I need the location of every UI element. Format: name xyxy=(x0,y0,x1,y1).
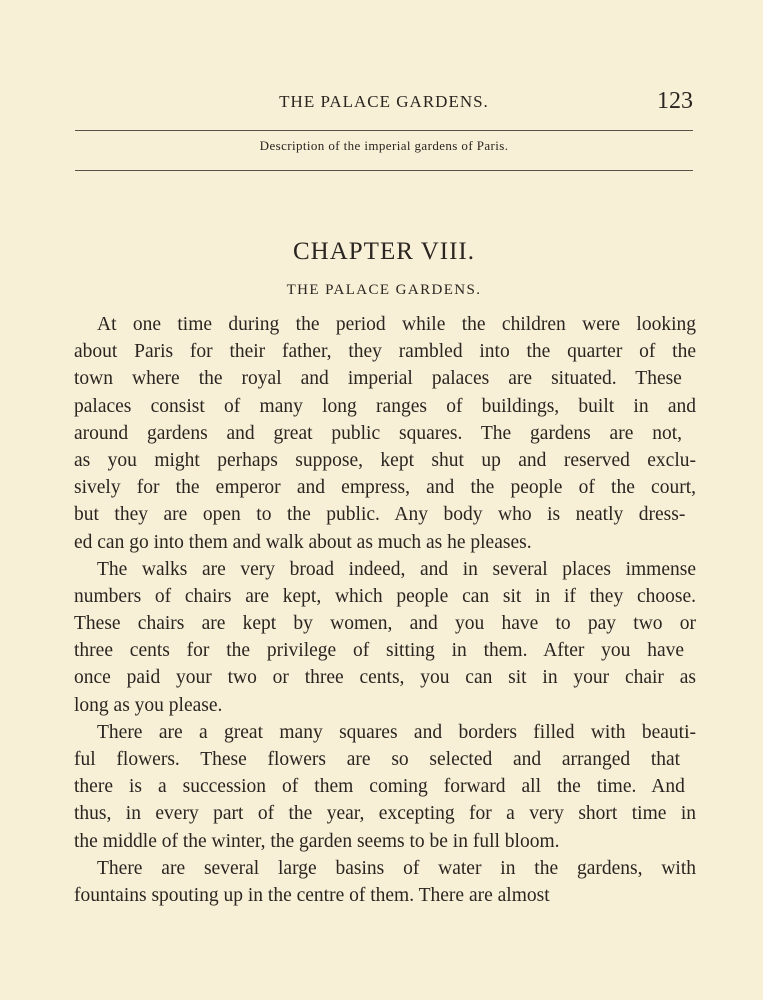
running-title: THE PALACE GARDENS. xyxy=(279,92,489,111)
text-line: there is a succession of them coming forward all the time. And xyxy=(74,776,685,798)
text-line: ful flowers. These flowers are so selected and arranged that xyxy=(74,749,681,770)
text-line: once paid your two or three cents, you can sit in your chair as xyxy=(74,667,696,689)
text-line: but they are open to the public. Any body who is neatly dress- xyxy=(74,504,686,526)
text-line: These chairs are kept by women, and you have to pay two or xyxy=(74,613,696,635)
text-line: At one time during the period while the children were looking xyxy=(97,314,696,335)
page-description: Description of the imperial gardens of Paris. xyxy=(259,138,509,153)
text-line: palaces consist of many long ranges of buildings, built in and xyxy=(74,395,696,417)
text-line: long as you please. xyxy=(74,694,223,716)
text-line: as you might perhaps suppose, kept shut up and reserved exclu- xyxy=(74,449,696,471)
text-line: town where the royal and imperial palaces are situated. These xyxy=(74,368,682,390)
chapter-subtitle: THE PALACE GARDENS. xyxy=(286,282,482,298)
chapter-title: CHAPTER VIII. xyxy=(293,238,475,265)
text-line: about Paris for their father, they rambled into the quarter of the xyxy=(74,341,696,363)
top-rule xyxy=(75,130,693,131)
text-line: The walks are very broad indeed, and in several places immense xyxy=(97,558,696,580)
page-number: 123 xyxy=(657,88,693,114)
text-line: the middle of the winter, the garden seems to be in full bloom. xyxy=(74,830,560,852)
text-line: three cents for the privilege of sitting in them. After you have xyxy=(74,640,685,662)
bottom-rule xyxy=(75,170,693,171)
text-line: around gardens and great public squares. The gardens are not, xyxy=(74,422,683,444)
text-line: There are several large basins of water in the gardens, with xyxy=(97,857,696,879)
text-line: numbers of chairs are kept, which people can sit in if they choose. xyxy=(74,585,696,607)
text-line: sively for the emperor and empress, and the people of the court, xyxy=(74,477,696,499)
body-text xyxy=(74,311,696,909)
running-head xyxy=(75,88,693,118)
text-line: There are a great many squares and borders filled with beauti- xyxy=(97,721,696,743)
text-line: thus, in every part of the year, excepting for a very short time in xyxy=(74,803,696,825)
text-line: fountains spouting up in the centre of them. There are almost xyxy=(74,884,550,906)
text-line: ed can go into them and walk about as much as he pleases. xyxy=(74,531,532,553)
